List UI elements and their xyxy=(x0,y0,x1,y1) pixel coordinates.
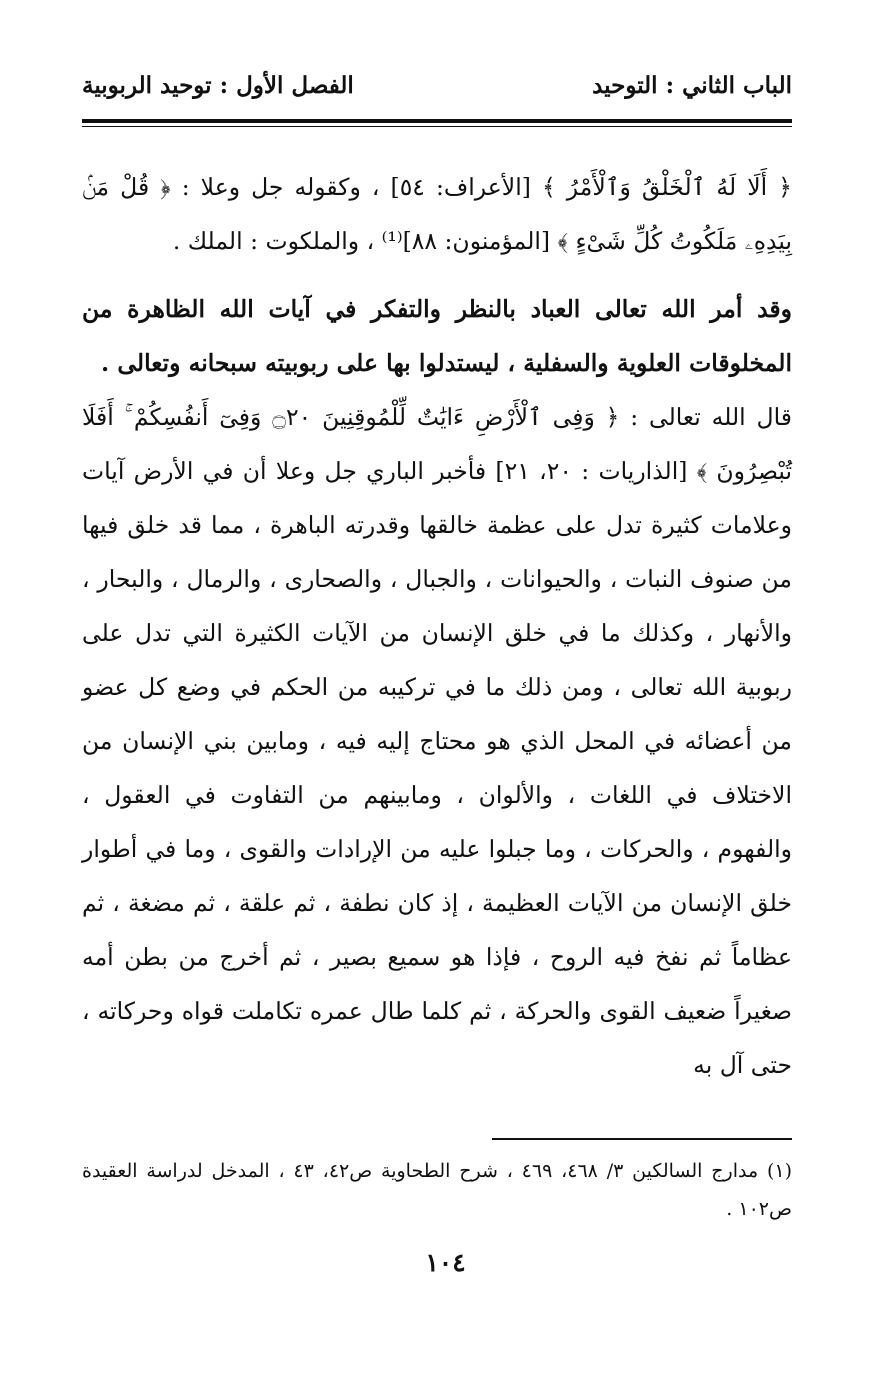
header-rule-thick xyxy=(82,119,792,123)
page-number: ١٠٤ xyxy=(425,1248,466,1277)
paragraph-bold: وقد أمر الله تعالى العباد بالنظر والتفكر في آيات الله الظاهرة من المخلوقات العلوية والسفلية ، ليستدلوا بها على ربوبيته سبحانه وتعالى . xyxy=(82,295,792,377)
footnote-rule xyxy=(492,1138,792,1140)
section-title: الفصل الأول : توحيد الربوبية xyxy=(82,72,354,99)
main-text xyxy=(82,160,792,1092)
running-header xyxy=(82,72,792,112)
paragraph-main: قال الله تعالى : ﴿ وَفِى ٱلْأَرْضِ ءَايَٰتٌ لِّلْمُوقِنِينَ ۝٢٠ وَفِىٓ أَنفُسِكُمْ ۚ أَفَلَا تُبْصِرُونَ ﴾ [الذاريات : ٢٠، ٢١] فأخبر الباري جل وعلا أن في الأرض آيات وعلامات كثيرة تدل على عظمة خالقها وقدرته الباهرة ، مما قد خلق فيها من صنوف النبات ، والحيوانات ، والجبال ، والصحارى ، والرمال ، والبحار ، والأنهار ، وكذلك ما في خلق الإنسان من الآيات الكثيرة التي تدل على ربوبية الله تعالى ، ومن ذلك ما في تركيبه من الحكم في وضع كل عضو من أعضائه في المحل الذي هو محتاج إليه فيه ، ومابين بني الإنسان من الاختلاف في اللغات ، والألوان ، ومابينهم من التفاوت في العقول ، والفهوم ، والحركات ، وما جبلوا عليه من الإرادات والقوى ، وما في أطوار خلق الإنسان من الآيات العظيمة ، إذ كان نطفة ، ثم علقة ، ثم مضغة ، ثم عظاماً ثم نفخ فيه الروح ، فإذا هو سميع بصير ، ثم أخرج من بطن أمه صغيراً ضعيف القوى والحركة ، ثم كلما طال عمره تكاملت قواه وحركاته ، حتى آل به xyxy=(82,403,792,1079)
paragraph-continuation: ﴿ أَلَا لَهُ ٱلْخَلْقُ وَٱلْأَمْرُ ﴾ [الأعراف: ٥٤] ، وكقوله جل وعلا : ﴿ قُلْ مَنۢ بِيَدِهِۦ مَلَكُوتُ كُلِّ شَىْءٍ ﴾ [المؤمنون: ٨٨]⁽¹⁾ ، والملكوت : الملك . xyxy=(82,173,793,255)
header-rule-thin xyxy=(82,126,792,127)
footnote: (١) مدارج السالكين ٣/ ٤٦٨، ٤٦٩ ، شرح الطحاوية ص٤٢، ٤٣ ، المدخل لدراسة العقيدة ص١٠٢ . xyxy=(82,1160,793,1220)
chapter-title: الباب الثاني : التوحيد xyxy=(592,72,792,99)
